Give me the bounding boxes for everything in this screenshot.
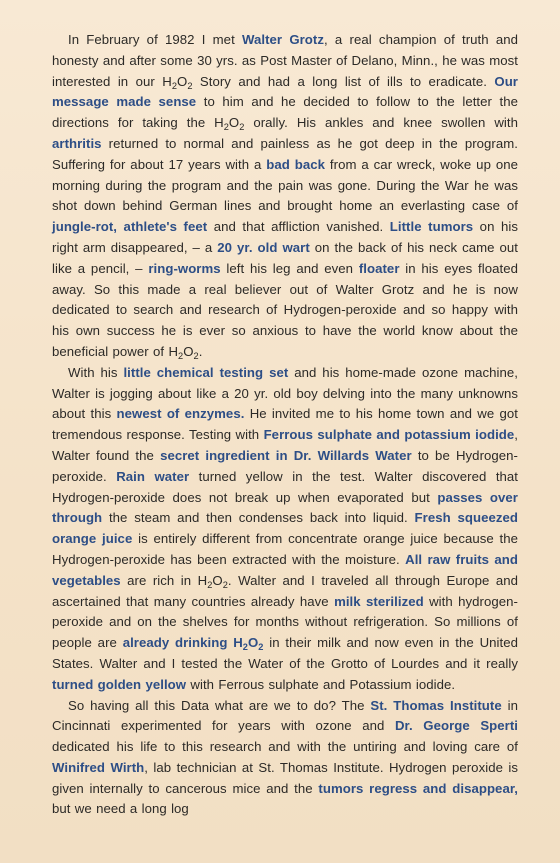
body-text: In February of 1982 I met [68,32,242,47]
formula-part: H [233,635,243,651]
body-text: with Ferrous sulphate and Potassium iodide. [186,676,456,692]
formula-part: 2 [223,121,229,132]
emphasized-text: 20 yr. old wart [217,239,310,255]
formula-h2o2 [198,573,228,588]
body-text: orally. His ankles and knee swollen with [244,115,518,131]
emphasized-text: tumors regress and disappear, [318,780,518,796]
body-text: in his eyes floated away. So this made a real believer out of Walter Grotz and he is now dedicated to search and research of Hydrogen-peroxide and so happy with his own success he is ever so anxious to have the world know about the beneficial power of [52,260,518,359]
body-text: . [198,343,203,359]
body-text: to him and he decided to follow to the letter the directions for taking the [52,94,518,131]
formula-part: H [162,73,172,89]
emphasized-text: floater [358,260,400,276]
body-text: , lab technician at St. Thomas Institute. Hydrogen peroxide is given internally to cancerous mice and the [52,759,518,796]
emphasized-text: turned golden yellow [52,676,187,692]
formula-part: O [228,115,240,131]
body-text: is entirely different from concentrate orange juice because the Hydrogen-peroxide has been extracted with the moisture. [52,531,518,567]
formula-part: O [177,73,188,89]
formula-part: O [183,343,194,359]
body-text: turned yellow in the test. Walter discovered that Hydrogen-peroxide does not break up when evaporated but [52,468,519,505]
emphasized-text: Dr. George Sperti [394,718,519,734]
formula-part: 2 [187,80,193,91]
formula-h2o2 [162,74,192,89]
body-text: . Walter and I traveled all through Europe and ascertained that many countries already have [52,572,518,609]
body-text: returned to normal and painless as he got deep in the program. Suffering for about 17 years with a [52,135,518,172]
formula-part: 2 [222,579,228,590]
body-text: from a car wreck, woke up one morning during the program and the pain was gone. During the War he was shot down behind German lines and brought home an everlasting case of [52,156,518,214]
emphasized-text: All raw fruits and vegetables [52,551,518,588]
emphasized-text: Walter Grotz [242,32,325,47]
emphasized-text: little chemical testing set [123,364,289,380]
emphasized-text: newest of enzymes. [116,406,245,422]
emphasized-text: ring-worms [148,260,221,276]
body-text: with hydrogen-peroxide and on the shelves for months without refrigeration. So millions of people are [52,593,518,651]
body-text: dedicated his life to this research and with the untiring and loving care of [52,739,518,755]
emphasized-text: Ferrous sulphate and potassium iodide [263,427,515,443]
body-text: to be Hydrogen-peroxide. [52,447,518,484]
body-text: in their milk and now even in the United States. Walter and I tested the Water of the Grotto of Lourdes and it really [52,635,518,671]
formula-h2o2 [214,115,244,130]
body-text: are rich in [120,572,198,588]
body-text: in Cincinnati experimented for years with ozone and [52,697,518,734]
emphasized-text: Little tumors [389,219,474,235]
formula-h2o2 [168,344,198,359]
emphasized-text: milk sterilized [334,593,424,609]
formula-part: 2 [258,641,264,652]
formula-part: 2 [178,350,184,361]
emphasized-text: Winifred Wirth [52,759,145,775]
body-text: and his home-made ozone machine, Walter is jogging about like a 20 yr. old boy delving into the many unknowns about this [52,364,519,422]
body-text: With his [68,364,124,380]
body-text: He invited me to his home town and we got tremendous response. Testing with [52,406,518,443]
formula-part: H [197,572,208,588]
body-text: and that affliction vanished. [207,219,390,235]
emphasized-text: Our message made sense [52,73,518,110]
emphasized-text: Rain water [116,468,190,484]
emphasized-text: passes over through [52,489,518,526]
formula-part: 2 [242,641,248,652]
formula-part: 2 [207,579,213,590]
paragraph-st-thomas-institute [52,696,518,821]
body-text: left his leg and even [220,260,359,276]
body-text: Story and had a long list of ills to eradicate. [192,73,495,89]
paragraph-chemical-testing [52,363,518,696]
formula-h2o2 [233,635,263,650]
formula-part: 2 [193,350,199,361]
emphasized-text: already drinking [122,635,234,651]
emphasized-text: Fresh squeezed orange juice [52,510,518,547]
body-text: , Walter found the [52,427,519,463]
emphasized-text: secret ingredient in Dr. Willards Water [160,447,412,463]
body-text: , a real champion of truth and honesty and after some 30 yrs. as Post Master of Delano, Minn., he was most interested in our [52,32,519,89]
body-text: So having all this Data what are we to do? The [68,697,371,713]
formula-part: H [168,343,179,359]
formula-part: 2 [171,80,177,91]
formula-part: H [214,115,224,131]
body-text: on the back of his neck came out like a pencil, – [52,239,518,276]
formula-part: O [212,572,223,588]
emphasized-text: bad back [266,156,326,172]
emphasized-text: St. Thomas Institute [370,697,502,713]
formula-part: 2 [239,121,245,132]
body-text: but we need a long log [52,801,189,817]
emphasized-text: jungle-rot, athlete's feet [52,219,208,235]
body-text: the steam and then condenses back into liquid. [102,510,415,526]
emphasized-text: arthritis [52,135,102,151]
paragraph-walter-grotz [52,30,518,363]
formula-part: O [247,635,259,651]
body-text: on his right arm disappeared, – a [52,219,519,255]
